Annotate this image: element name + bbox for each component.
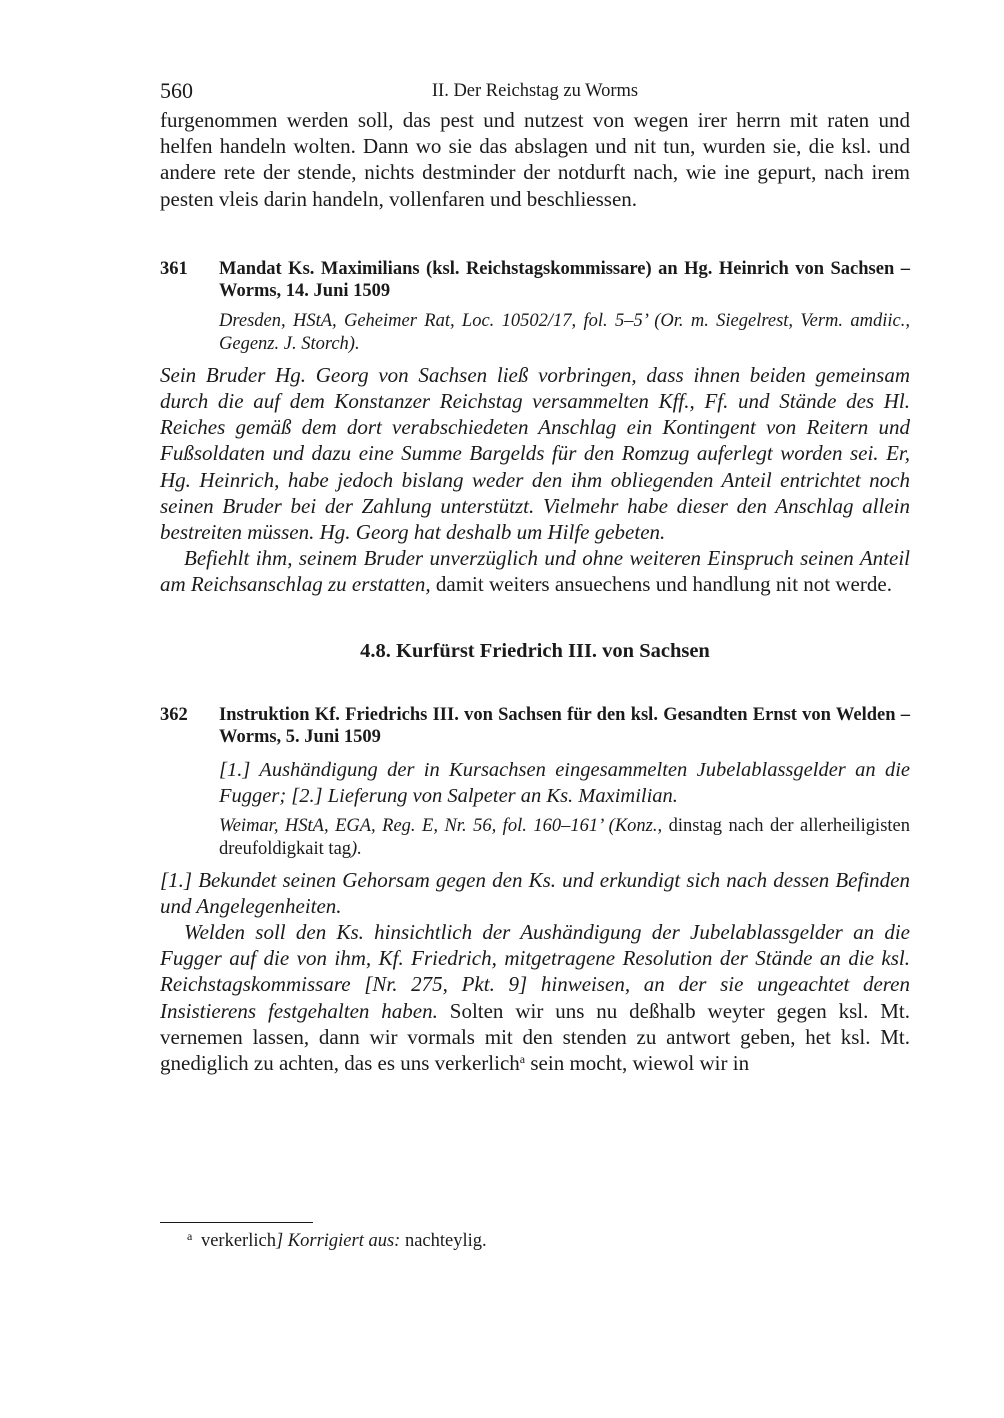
doc-361-title: Mandat Ks. Maximilians (ksl. Reichstagskommissare) an Hg. Heinrich von Sachsen – Worms, 14. Juni 1509 xyxy=(219,258,910,301)
doc-362-paragraph-1: [1.] Bekundet seinen Gehorsam gegen den Ks. und erkundigt sich nach dessen Befinden und Angelegenheiten. xyxy=(160,867,910,918)
doc-362-regest: [1.] Aushändigung der in Kursachsen eingesammelten Jubelablassgelder an die Fugger; [2.] Lieferung von Salpeter an Ks. Maximilian. xyxy=(219,758,910,807)
doc-361-number: 361 xyxy=(160,258,188,279)
doc-362-paragraph-2 xyxy=(160,919,910,1076)
doc-362-paragraph-2-quote-a: Solten wir uns nu deßhalb weyter gegen ksl. Mt. vernemen lassen, dann wir vormals mit den stenden zu antwort geben, het ksl. Mt. gnediglich zu achten, das es uns verkerlich xyxy=(160,998,910,1076)
doc-361-heading xyxy=(160,258,910,302)
doc-361-paragraph-1: Sein Bruder Hg. Georg von Sachsen ließ vorbringen, dass ihnen beiden gemeinsam durch die auf dem Konstanzer Reichstag versammelten Kff., Ff. und Stände des Hl. Reiches gemäß dem dort verabschiedeten Anschlag ein Kontingent von Reitern und Fußsoldaten und dazu eine Summe Bargelds für den Romzug auferlegt worden sei. Er, Hg. Heinrich, habe jedoch bislang weder den ihm obliegenden Anteil entrichtet noch seinen Bruder bei der Zahlung unterstützt. Vielmehr habe dieser den Anschlag allein bestreiten müssen. Hg. Georg hat deshalb um Hilfe gebeten. xyxy=(160,362,910,545)
doc-361-paragraph-2 xyxy=(160,545,910,597)
footnote-rule xyxy=(160,1222,313,1223)
doc-362-source-close: ). xyxy=(351,838,362,859)
running-head xyxy=(160,78,910,108)
document-361 xyxy=(160,258,910,598)
footnote-note: ] Korrigiert aus: xyxy=(275,1231,401,1251)
footnote-mark: a xyxy=(187,1229,193,1243)
footnote-reading: nachteylig. xyxy=(400,1231,487,1251)
section-heading: 4.8. Kurfürst Friedrich III. von Sachsen xyxy=(360,639,710,662)
doc-362-source-date: dinstag nach der allerheiligisten dreufoldigkait tag xyxy=(219,815,910,859)
opening-paragraph: furgenommen werden soll, das pest und nutzest von wegen irer herrn mit raten und helfen handeln wolten. Dann wo sie das abslagen und nit tun, wurden sie, die ksl. und andere rete der stende, nichts destminder der notdurft nach, wie ine gepurt, nach irem pesten vleis darin handeln, vollenfaren und beschliessen. xyxy=(160,108,910,211)
doc-362-title: Instruktion Kf. Friedrichs III. von Sachsen für den ksl. Gesandten Ernst von Welden – Worms, 5. Juni 1509 xyxy=(219,704,910,747)
doc-361-paragraph-2-summary: Befiehlt ihm, seinem Bruder unverzüglich und ohne weiteren Einspruch seinen Anteil am Reichsanschlag zu erstatten, xyxy=(160,546,910,597)
doc-362-paragraph-2-quote-b: sein mocht, wiewol wir in xyxy=(525,1051,750,1076)
doc-362-source xyxy=(160,815,910,861)
footnote-lemma: verkerlich xyxy=(196,1231,276,1251)
doc-362-source-archive: Weimar, HStA, EGA, Reg. E, Nr. 56, fol. 160–161’ (Konz., xyxy=(219,815,663,836)
doc-361-source: Dresden, HStA, Geheimer Rat, Loc. 10502/17, fol. 5–5’ (Or. m. Siegelrest, Verm. amdiic., Gegenz. J. Storch). xyxy=(219,310,910,354)
doc-362-paragraph-2-summary: Welden soll den Ks. hinsichtlich der Aushändigung der Jubelablassgelder an die Fugger auf die von ihm, Kf. Friedrich, mitgetragene Resolution der Stände an die ksl. Reichstagskommissare [Nr. 275, Pkt. 9] hinweisen, an der sie ungeachtet deren Insistierens festgehalten haben. xyxy=(160,920,910,1023)
doc-362-number: 362 xyxy=(160,704,188,725)
footnote-a xyxy=(187,1230,487,1252)
doc-362-heading xyxy=(160,704,910,748)
doc-361-paragraph-2-quote: damit weiters ansuechens und handlung nit not werde. xyxy=(430,572,892,597)
running-title: II. Der Reichstag zu Worms xyxy=(431,81,639,101)
page-body xyxy=(160,78,910,1076)
document-362 xyxy=(160,704,910,1077)
page-number: 560 xyxy=(160,78,193,103)
footnote-reference-a[interactable]: a xyxy=(519,1052,526,1067)
